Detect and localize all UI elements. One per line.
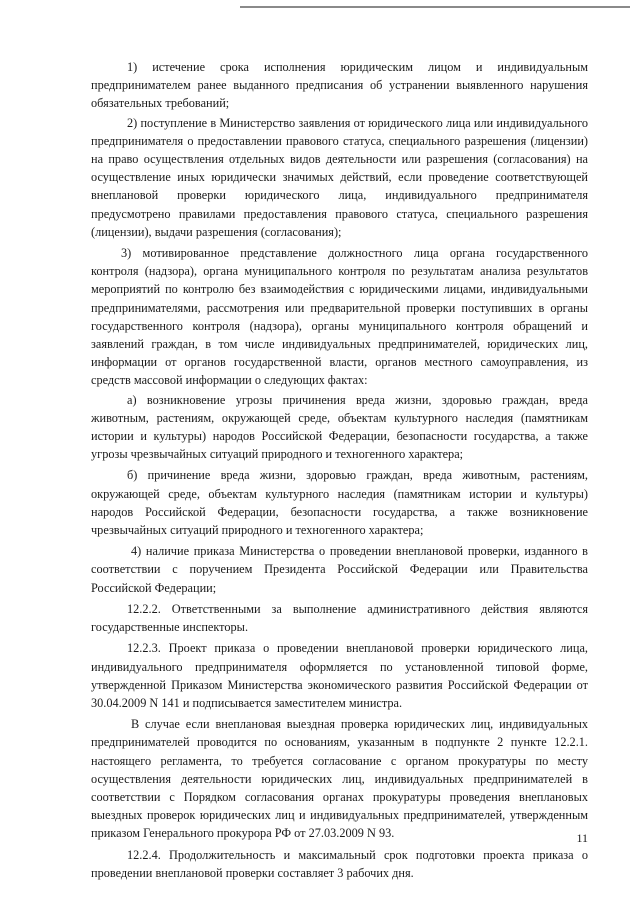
paragraph-12-2-3: 12.2.3. Проект приказа о проведении внеплановой проверки юридического лица, индивидуального предпринимателя оформляется по установленной типовой форме, утвержденной Приказом Министерства экономического развития Российской Федерации от 30.04.2009 N 141 и подписывается заместителем министра. [91, 641, 588, 710]
paragraph-item-1: 1) истечение срока исполнения юридическим лицом и индивидуальным предпринимателем ранее выданного предписания об устранении выявленного нарушения обязательных требований; [91, 60, 588, 111]
paragraph-subitem-a: а) возникновение угрозы причинения вреда жизни, здоровью граждан, вреда животным, растениям, окружающей среде, объектам культурного наследия (памятникам истории и культуры) народов Российской Федерации, безопасности государства, а также угрозы чрезвычайных ситуаций природного и техногенного характера; [91, 392, 588, 462]
paragraph-prosecutor-approval: В случае если внеплановая выездная проверка юридических лиц, индивидуальных предпринимателей проводится по основаниям, указанным в подпункте 2 пункте 12.2.1. настоящего регламента, то требуется согласование с органом прокуратуры по месту осуществления деятельности юридических лиц, индивидуальных предпринимателей в соответствии с Порядком согласования органах прокуратуры проведения внеплановых выездных проверок юридических лиц и индивидуальных предпринимателей, утвержденным приказом Генерального прокурора РФ от 27.03.2009 N 93. [91, 717, 588, 841]
paragraph-item-4: 4) наличие приказа Министерства о проведении внеплановой проверки, изданного в соответствии с поручением Президента Российской Федерации или Правительства Российской Федерации; [91, 544, 588, 595]
paragraph-item-2: 2) поступление в Министерство заявления от юридического лица или индивидуального предпринимателя о предоставлении правового статуса, специального разрешения (лицензии) на право осуществления отдельных видов деятельности или разрешения (согласования) на осуществление иных юридически значимых действий, если проведение соответствующей внеплановой проверки юридического лица, индивидуального предпринимателя предусмотрено правилами предоставления правового статуса, специального разрешения (лицензии), выдачи разрешения (согласования); [91, 115, 588, 239]
paragraph-12-2-2: 12.2.2. Ответственными за выполнение административного действия являются государственные инспекторы. [91, 601, 588, 635]
top-border-line [240, 6, 630, 8]
page-number: 11 [576, 831, 588, 845]
document-body [91, 58, 588, 882]
paragraph-12-2-4: 12.2.4. Продолжительность и максимальный срок подготовки проекта приказа о проведении внеплановой проверки составляет 3 рабочих дня. [91, 847, 588, 880]
paragraph-subitem-b: б) причинение вреда жизни, здоровью граждан, вреда животным, растениям, окружающей среде, объектам культурного наследия (памятникам истории и культуры) народов Российской Федерации, безопасности государства, а также возникновение чрезвычайных ситуаций природного и техногенного характера; [91, 468, 588, 538]
paragraph-item-3: 3) мотивированное представление должностного лица органа государственного контроля (надзора), органа муниципального контроля по результатам анализа результатов мероприятий по контролю без взаимодействия с юридическими лицами, индивидуальными предпринимателями, рассмотрения или предварительной проверки поступивших в органы государственного контроля (надзора), органы муниципального контроля обращений и заявлений граждан, в том числе индивидуальных предпринимателей, юридических лиц, информации от органов государственной власти, органов местного самоуправления, из средств массовой информации о следующих фактах: [91, 246, 588, 388]
